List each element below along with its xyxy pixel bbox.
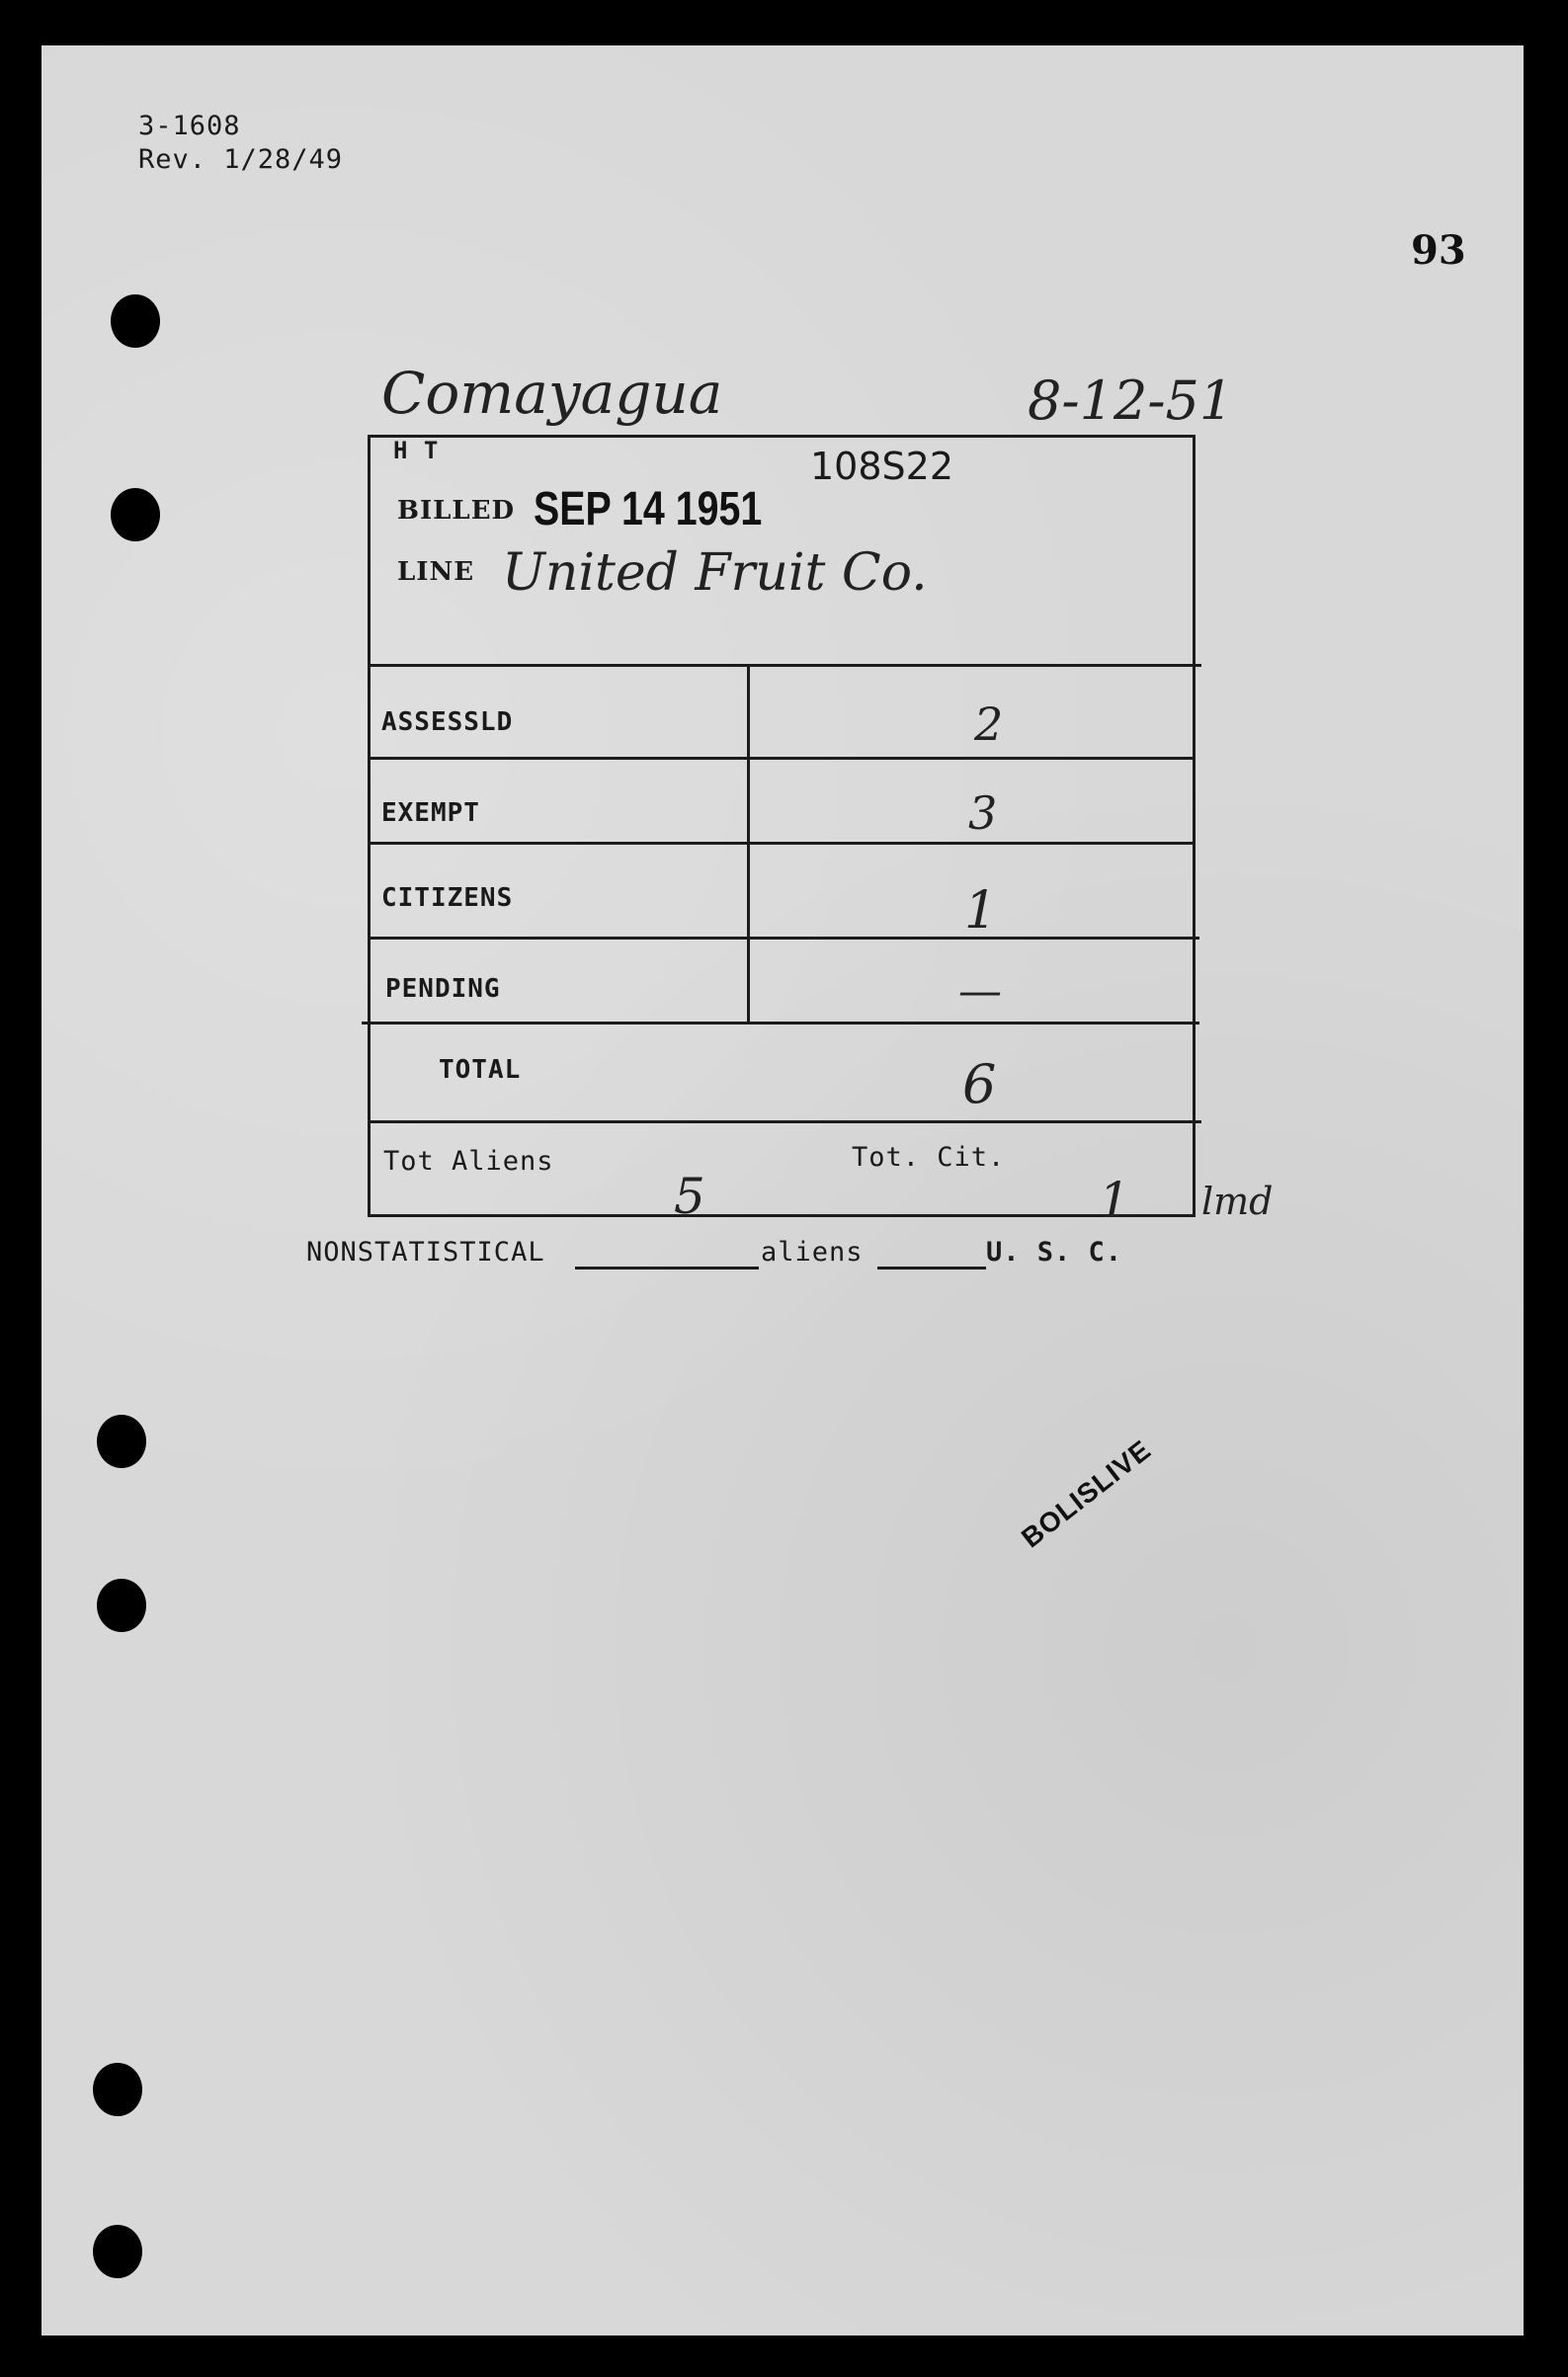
row-label-assessed: ASSESSLD [381,707,514,737]
row-label-citizens: CITIZENS [381,883,514,913]
tot-cit-value: 1 [1099,1172,1130,1229]
punch-hole [97,1415,146,1468]
vessel-name: Comayagua [381,360,723,427]
row-label-exempt: EXEMPT [381,798,480,828]
tot-aliens-label: Tot Aliens [383,1146,554,1177]
rule [368,937,1199,940]
page-number: 93 [1411,227,1466,274]
row-value-assessed: 2 [974,697,1004,751]
total-label: TOTAL [439,1055,522,1085]
tot-aliens-value: 5 [674,1168,705,1225]
blank-line [877,1267,986,1270]
usc-label: U. S. C. [986,1237,1123,1268]
row-value-citizens: 1 [964,881,998,941]
tot-cit-label: Tot. Cit. [852,1142,1006,1173]
billed-date-stamp: SEP 14 1951 [534,483,763,535]
punch-hole [93,2225,142,2278]
rule [362,1022,1199,1025]
punch-hole [111,294,160,348]
line-name: United Fruit Co. [502,543,928,603]
rule [368,1120,1201,1123]
arrival-date: 8-12-51 [1028,369,1234,432]
blank-line [575,1267,759,1270]
ht-label: H T [393,437,440,464]
punch-hole [93,2063,142,2116]
punch-hole [97,1579,146,1632]
row-label-pending: PENDING [385,974,501,1004]
line-label: LINE [397,557,475,587]
column-divider [747,664,750,1022]
row-value-pending: — [958,966,1002,1017]
nonstatistical-aliens-label: aliens [761,1237,864,1268]
form-revision: Rev. 1/28/49 [138,144,344,175]
total-value: 6 [962,1053,997,1115]
nonstatistical-label: NONSTATISTICAL [306,1237,545,1268]
rule [368,757,1196,760]
punch-hole [111,488,160,541]
billed-label: BILLED [397,496,516,526]
clerk-initials: lmd [1201,1180,1274,1223]
form-number: 3-1608 [138,111,241,141]
rule [368,664,1201,667]
row-value-exempt: 3 [968,786,998,840]
rule [368,842,1196,845]
manifest-number: 108S22 [810,445,954,488]
rotated-stamp: BOLISLIVE [1016,1434,1157,1554]
